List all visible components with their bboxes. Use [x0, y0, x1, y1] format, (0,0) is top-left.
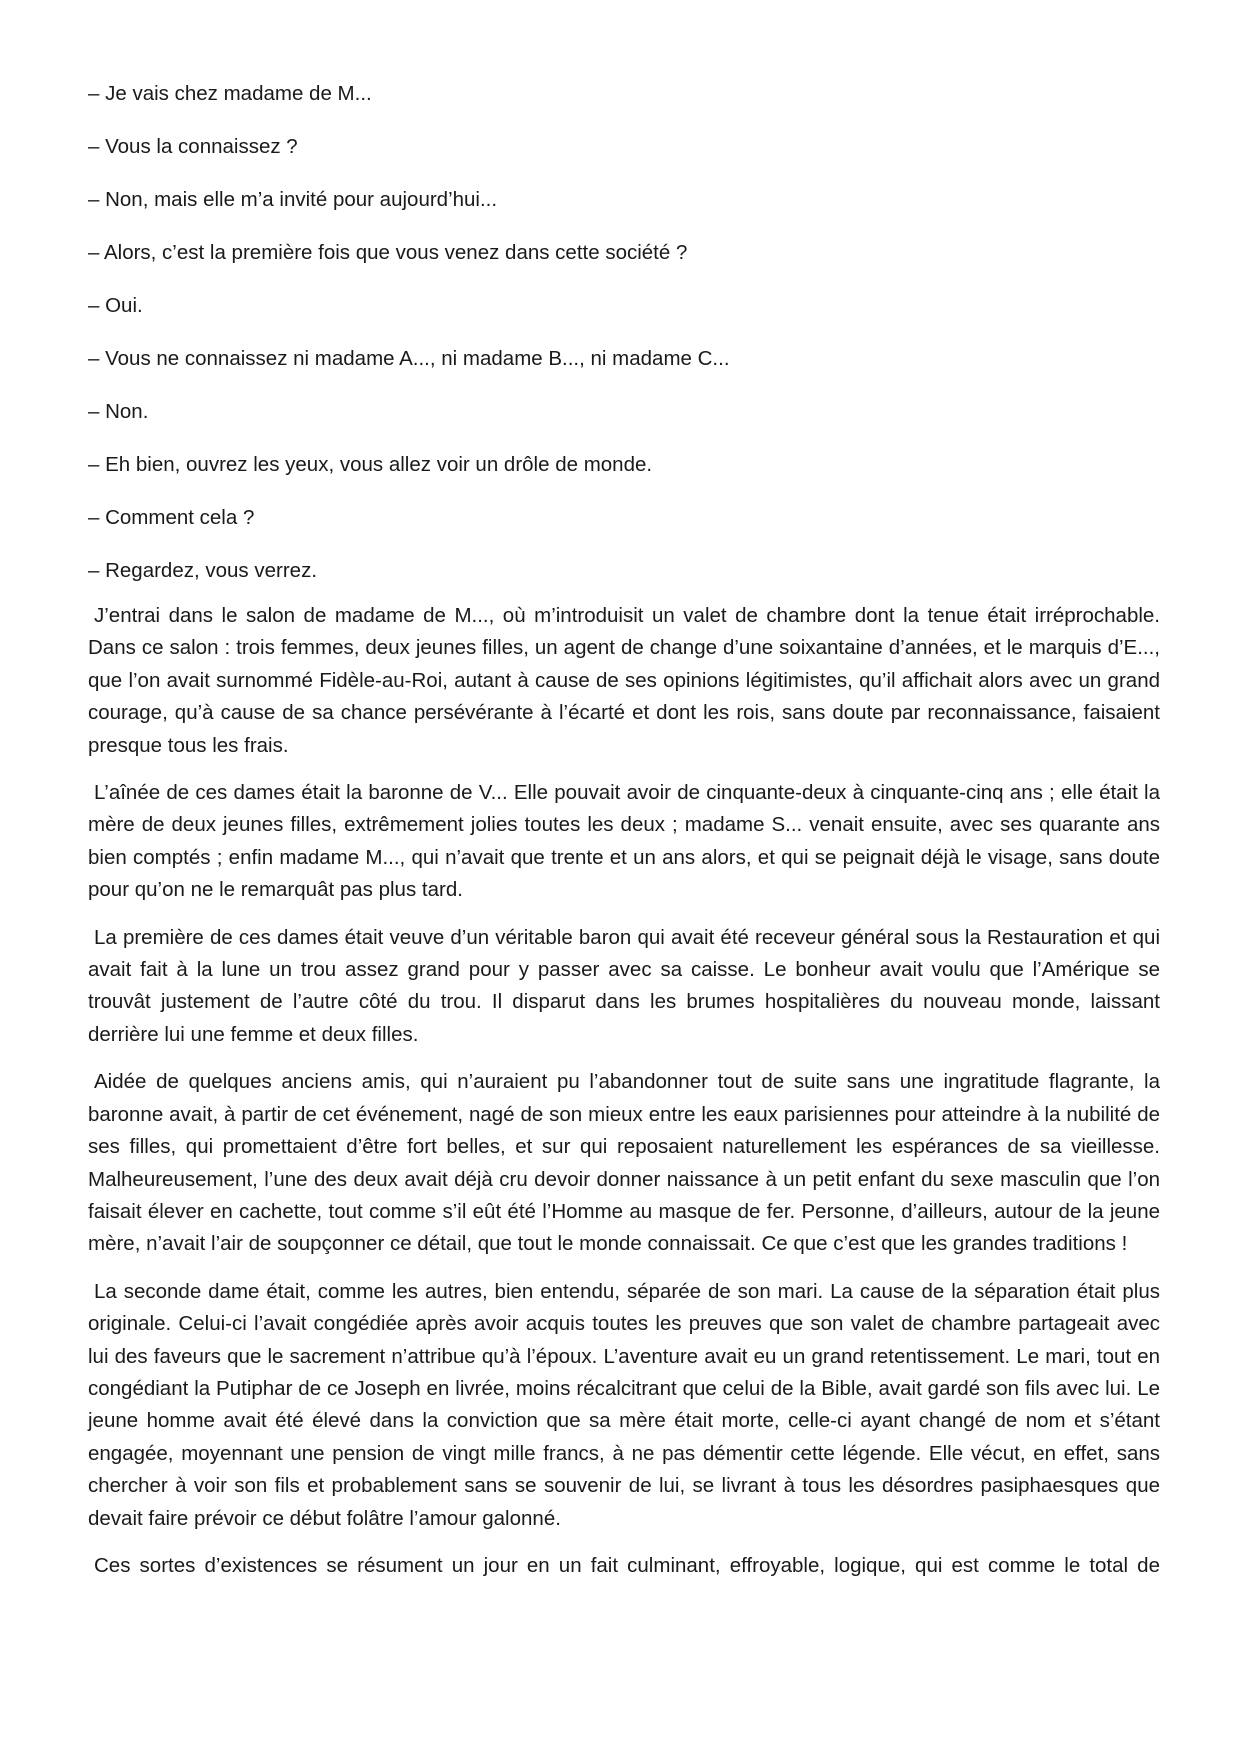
dialogue-line: – Vous la connaissez ? [88, 135, 298, 158]
body-paragraph-continued: Ces sortes d’existences se résument un jour en un fait culminant, effroyable, logique, qui est comme le total de [94, 1553, 1160, 1577]
dialogue-line: – Non, mais elle m’a invité pour aujourd’hui... [88, 188, 498, 211]
body-paragraph: La seconde dame était, comme les autres, bien entendu, séparée de son mari. La cause de la séparation était plus originale. Celui-ci l’avait congédiée après avoir acquis toutes les preuves que son valet de chambre partageait avec lui des faveurs que le sacrement n’attribue qu’à l’époux. L’aventure avait eu un grand retentissement. Le mari, tout en congédiant la Putiphar de ce Joseph en livrée, moins récalcitrant que celui de la Bible, avait gardé son fils avec lui. Le jeune homme avait été élevé dans la conviction que sa mère était morte, celle-ci ayant changé de nom et s’étant engagée, moyennant une pension de vingt mille francs, à ne pas démentir cette légende. Elle vécut, en effet, sans chercher à voir son fils et probablement sans se souvenir de lui, se livrant à tous les désordres pasiphaesques que devait faire prévoir ce début folâtre l’amour galonné. [88, 1279, 1160, 1530]
dialogue-line: – Non. [88, 400, 149, 423]
dialogue-line: – Vous ne connaissez ni madame A..., ni madame B..., ni madame C... [88, 347, 730, 370]
body-paragraph: L’aînée de ces dames était la baronne de V... Elle pouvait avoir de cinquante-deux à cinquante-cinq ans ; elle était la mère de deux jeunes filles, extrêmement jolies toutes les deux ; madame S... venait ensuite, avec ses quarante ans bien comptés ; enfin madame M..., qui n’avait que trente et un ans alors, et qui se peignait déjà le visage, sans doute pour qu’on ne le remarquât pas plus tard. [88, 781, 1160, 902]
dialogue-line: – Regardez, vous verrez. [88, 559, 318, 582]
body-paragraph: Aidée de quelques anciens amis, qui n’auraient pu l’abandonner tout de suite sans une ingratitude flagrante, la baronne avait, à partir de cet événement, nagé de son mieux entre les eaux parisiennes pour atteindre à la nubilité de ses filles, qui promettaient d’être fort belles, et sur qui reposaient naturellement les espérances de sa vieillesse. Malheureusement, l’une des deux avait déjà cru devoir donner naissance à un petit enfant du sexe masculin que l’on faisait élever en cachette, tout comme s’il eût été l’Homme au masque de fer. Personne, d’ailleurs, autour de la jeune mère, n’avait l’air de soupçonner ce détail, que tout le monde connaissait. Ce que c’est que les grandes traditions ! [88, 1070, 1160, 1256]
dialogue-line: – Oui. [88, 294, 143, 317]
dialogue-line: – Alors, c’est la première fois que vous venez dans cette société ? [88, 241, 688, 264]
document-body [88, 82, 1160, 1582]
body-paragraph: La première de ces dames était veuve d’un véritable baron qui avait été receveur général sous la Restauration et qui avait fait à la lune un trou assez grand pour y passer avec sa caisse. Le bonheur avait voulu que l’Amérique se trouvât justement de l’autre côté du trou. Il disparut dans les brumes hospitalières du nouveau monde, laissant derrière lui une femme et deux filles. [88, 925, 1160, 1046]
dialogue-line: – Je vais chez madame de M... [88, 82, 372, 105]
dialogue-line: – Eh bien, ouvrez les yeux, vous allez voir un drôle de monde. [88, 453, 653, 476]
dialogue-line: – Comment cela ? [88, 506, 255, 529]
body-paragraph: J’entrai dans le salon de madame de M..., où m’introduisit un valet de chambre dont la tenue était irréprochable. Dans ce salon : trois femmes, deux jeunes filles, un agent de change d’une soixantaine d’années, et le marquis d’E..., que l’on avait surnommé Fidèle-au-Roi, autant à cause de ses opinions légitimistes, qu’il affichait alors avec un grand courage, qu’à cause de sa chance persévérante à l’écarté et dont les rois, sans doute par reconnaissance, faisaient presque tous les frais. [88, 604, 1160, 757]
